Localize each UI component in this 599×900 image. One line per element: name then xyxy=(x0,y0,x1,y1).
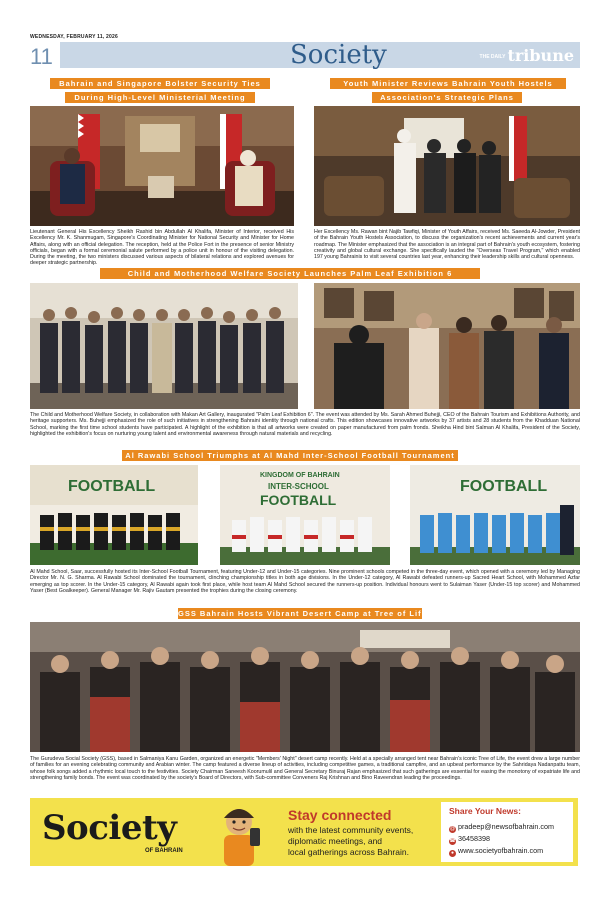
email-icon: @ xyxy=(449,826,456,832)
dateline: WEDNESDAY, FEBRUARY 11, 2026 xyxy=(30,34,118,40)
ad-email-row[interactable] xyxy=(449,822,554,833)
ad-line-3: local gatherings across Bahrain. xyxy=(288,847,409,857)
poster-title-1: FOOTBALL xyxy=(68,478,156,495)
mascot-icon xyxy=(206,800,272,866)
masthead-logo xyxy=(480,46,574,65)
caption-hostels: Her Excellency Ms. Rawan bint Najib Tawfiqi, Minister of Youth Affairs, received Ms. Saeeda Al-Jowder, President of the Bahrain Youth Hostels Association, to discuss the organization's recent achievements and current year's roadmap. The Minister emphasized that the association is an integral part of Bahrain's youth ecosystem, fostering creativity and global cultural exchange. She specifically lauded the "Overseas Travel Program," which enabled 197 young Bahrainis to visit several countries last year, enhancing their leadership skills and cultural openness. xyxy=(314,229,580,261)
caption-desert-camp: The Gurudeva Social Society (GSS), based in Salmaniya Kanu Garden, organized an energetic "Members' Night" desert camp recently. Held at a specially arranged tent near Bahrain's iconic Tree of Life, the event drew a large number of families for an evening celebrating community and Arabian winter. The camp featured a diverse lineup of activities, including competitive games, a traditional campfire, and an upbeat performance by the Sahridaya Nadanpattu team, whose folk songs added a rhythmic local touch to the festivities. Society Chairman Saneesh Koorumulil and General Secretary Binuraj Rajan emphasized that such gatherings are essential for easing the monotony of expatriate life and strengthening family bonds. The event was coordinated by the society's Board of Directors, with Sub-committee Conveners Raj Krishnan and Bino Raveendran leading the proceedings. xyxy=(30,756,580,781)
ad-logo-sub: OF BAHRAIN xyxy=(145,848,183,854)
section-title: Society xyxy=(290,40,387,70)
poster-inter: INTER-SCHOOL xyxy=(268,482,329,491)
ad-phone[interactable]: 36458398 xyxy=(458,834,490,843)
masthead-small: THE DAILY xyxy=(479,53,506,60)
ad-phone-row[interactable] xyxy=(449,834,490,845)
ad-line-2: diplomatic meetings, and xyxy=(288,836,383,846)
ad-contact-box xyxy=(441,802,573,862)
headline-security-2: During High-Level Ministerial Meeting xyxy=(65,92,255,103)
photo-desert-camp-group xyxy=(30,622,580,752)
ad-line-1: with the latest community events, xyxy=(288,825,414,835)
page-number: 11 xyxy=(30,44,53,69)
ad-website[interactable]: www.societyofbahrain.com xyxy=(458,846,544,855)
headline-football: Al Rawabi School Triumphs at Al Mahd Inter-School Football Tournament xyxy=(122,450,458,461)
caption-football: Al Mahd School, Saar, successfully hosted its Inter-School Football Tournament, featuring Under-12 and Under-15 categories. Nine prominent schools competed in the three-day event, which opened with a ceremony led by Managing Director Mr. N. G. Sharma. Al Rawabi School dominated the tournament, clinching championship titles in both age divisions. In the Under-12 category, Al Rawabi defeated runners-up Sacred Heart School, with Mohammed Azfar emerging as top scorer. In the Under-15 category, Al Rawabi again took first place, while host team Al Mahd School secured the runners-up position. Individual honours went to Sulaiman Yaser (Under-15 top scorer) and Mohammed Yaser (Best Goalkeeper). General Manager Mr. Rajiv Gautam presented the trophies during the closing ceremony. xyxy=(30,569,580,594)
ad-headline: Stay connected xyxy=(288,807,392,823)
headline-hostels-1: Youth Minister Reviews Bahrain Youth Hostels xyxy=(330,78,566,89)
photo-football-team-2 xyxy=(220,465,390,565)
photo-exhibition-visit xyxy=(314,283,580,409)
poster-kingdom: KINGDOM OF BAHRAIN xyxy=(260,472,340,479)
poster-title-3: FOOTBALL xyxy=(460,478,548,495)
caption-security: Lieutenant General His Excellency Sheikh Rashid bin Abdullah Al Khalifa, Minister of Interior, received His Excellency Mr. K. Shanmugam, Singapore's Coordinating Minister for National Security and Minister for Home Affairs, along with an official delegation. The reception, held at the Police Fort in the presence of senior Ministry officials, began with a formal ceremonial salute performed by a police unit in honour of the visiting delegation. During the meeting, the two ministers discussed various aspects of bilateral relations and explored avenues for deeper strategic partnership. xyxy=(30,229,294,267)
photo-football-team-1 xyxy=(30,465,198,565)
ad-share-title: Share Your News: xyxy=(449,806,521,816)
page-header xyxy=(30,42,580,72)
photo-youth-minister xyxy=(314,106,580,226)
headline-desert-camp: GSS Bahrain Hosts Vibrant Desert Camp at Tree of Life xyxy=(178,609,427,618)
poster-title-2: FOOTBALL xyxy=(260,492,337,508)
headline-security-1: Bahrain and Singapore Bolster Security Ties xyxy=(50,78,270,89)
ad-logo: Society xyxy=(42,808,177,848)
globe-icon: ● xyxy=(450,850,455,856)
phone-icon: ☎ xyxy=(449,838,456,844)
photo-exhibition-group xyxy=(30,283,298,409)
ad-email[interactable]: pradeep@newsofbahrain.com xyxy=(458,822,554,831)
caption-palm-leaf: The Child and Motherhood Welfare Society, in collaboration with Makan Art Gallery, inaugurated "Palm Leaf Exhibition 6". The event was attended by Ms. Sarah Ahmed Buhejji, CEO of the Bahrain Tourism and Exhibitions Authority, and heritage supporters. Ms. Buhejji emphasized the role of such initiatives in strengthening Bahraini identity through national crafts. This edition showcases innovative artworks by 37 artists and 28 students from the Khadduan National School, marking the first time school students have participated. A highlight of the exhibition is that all artworks were created on paper manufactured from palm fronds. Sheikha Hind bint Salman Al Khalifa, President of the Society, highlighted the exhibition's focus on nurturing young talent and environmental awareness through natural materials and recycling. xyxy=(30,412,580,437)
headline-hostels-2: Association's Strategic Plans xyxy=(372,92,522,103)
header-bar xyxy=(60,42,580,68)
ad-web-row[interactable] xyxy=(449,846,543,857)
headline-palm-leaf: Child and Motherhood Welfare Society Launches Palm Leaf Exhibition 6 xyxy=(100,268,480,279)
photo-ministers-meeting xyxy=(30,106,294,226)
photo-football-team-3 xyxy=(410,465,580,565)
society-advertisement xyxy=(30,798,578,866)
masthead-name: tribune xyxy=(507,46,574,65)
